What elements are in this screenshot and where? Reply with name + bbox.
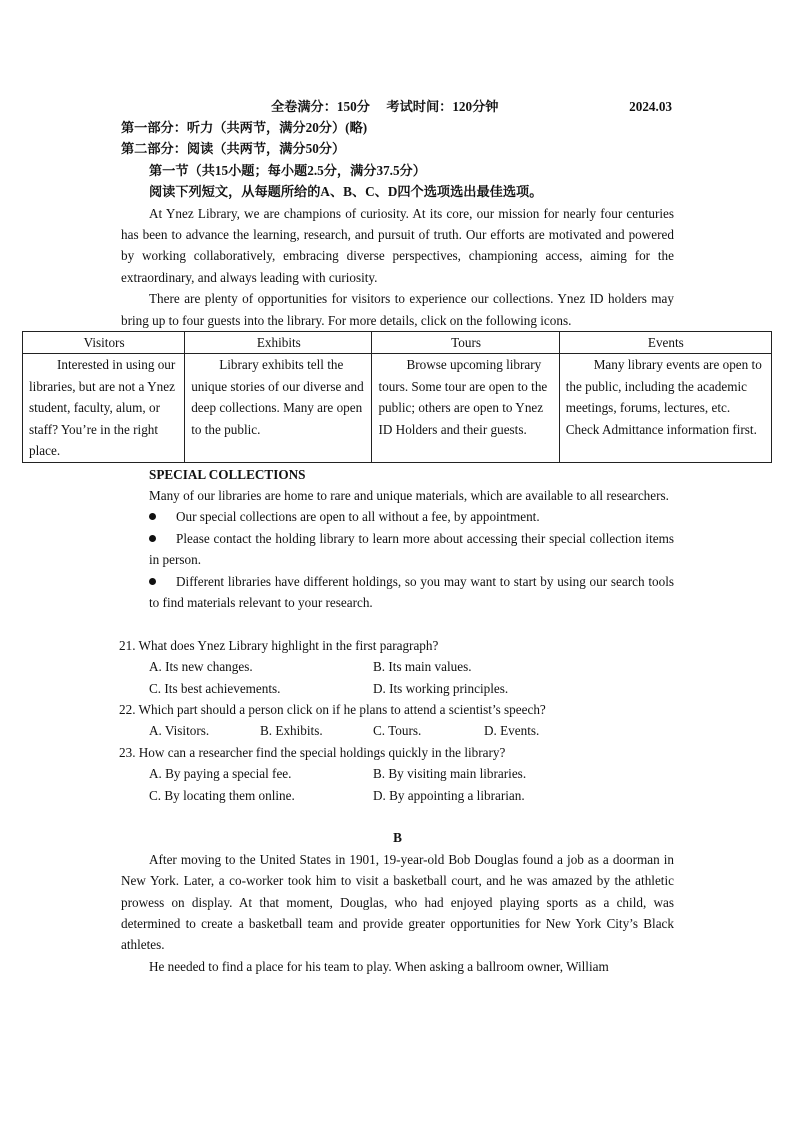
- header-exhibits[interactable]: Exhibits: [185, 332, 372, 354]
- q22-option-c[interactable]: C. Tours.: [373, 723, 422, 739]
- page-content: [29, 96, 762, 977]
- cell-visitors: Interested in using our libraries, but are not a Ynez student, faculty, alum, or staff? You’re in the right place.: [23, 354, 185, 462]
- passage-b-paragraph-2: He needed to find a place for his team to play. When asking a ballroom owner, William: [149, 958, 609, 974]
- exam-score-time: 全卷满分：150分 考试时间：120分钟: [271, 99, 499, 114]
- special-collections-title: SPECIAL COLLECTIONS: [149, 466, 306, 482]
- bullet-text-1: Our special collections are open to all without a fee, by appointment.: [176, 509, 540, 525]
- list-item: [121, 506, 674, 527]
- cell-exhibits: Library exhibits tell the unique stories of our diverse and deep collections. Many are open to the public.: [185, 354, 372, 462]
- q21-option-a[interactable]: A. Its new changes.: [149, 659, 253, 675]
- q21-option-b[interactable]: B. Its main values.: [373, 659, 472, 675]
- table-row: [23, 354, 772, 462]
- header-visitors[interactable]: Visitors: [23, 332, 185, 354]
- reading-instruction: 阅读下列短文，从每题所给的A、B、C、D四个选项选出最佳选项。: [149, 184, 543, 200]
- question-23-options-row1: [121, 763, 674, 784]
- q23-option-c[interactable]: C. By locating them online.: [149, 787, 295, 803]
- question-23-options-row2: [121, 785, 674, 806]
- table-header-row: [23, 332, 772, 354]
- bullet-dot: [149, 535, 156, 542]
- passage-a-paragraph-2: There are plenty of opportunities for visitors to experience our collections. Ynez ID holders may bring up to four guests into the library. For more details, click on the following icons.: [121, 291, 674, 328]
- library-icons-table: [22, 331, 772, 462]
- question-21-options-row2: [121, 678, 674, 699]
- passage-b-paragraph-1: After moving to the United States in 1901, 19-year-old Bob Douglas found a job as a doorman in New York. Later, a co-worker took him to visit a basketball court, and he was amazed by the athletic prowess on display. At that moment, Douglas, who had enjoyed playing sports as a child, was determined to create a basketball team and provide greater opportunities for New York City’s Black athletes.: [121, 851, 674, 953]
- bullet-text-3: Different libraries have different holdings, so you may want to start by using our search tools to find materials relevant to your research.: [149, 573, 674, 610]
- list-item: [121, 571, 674, 614]
- list-item: [121, 528, 674, 571]
- q22-option-d[interactable]: D. Events.: [484, 723, 540, 739]
- q21-option-d[interactable]: D. Its working principles.: [373, 680, 509, 696]
- passage-b-label: B: [393, 830, 402, 846]
- section1-heading: 第一节（共15小题；每小题2.5分，满分37.5分）: [149, 162, 426, 178]
- q23-option-d[interactable]: D. By appointing a librarian.: [373, 787, 525, 803]
- exam-header: [121, 96, 674, 117]
- q23-option-b[interactable]: B. By visiting main libraries.: [373, 766, 527, 782]
- q22-option-b[interactable]: B. Exhibits.: [260, 723, 323, 739]
- special-collections-intro: Many of our libraries are home to rare and unique materials, which are available to all researchers.: [149, 487, 669, 503]
- exam-date: 2024.03: [629, 99, 672, 114]
- question-22-options-row: [121, 720, 674, 741]
- header-tours[interactable]: Tours: [372, 332, 559, 354]
- part1-heading: 第一部分：听力（共两节，满分20分）(略): [121, 120, 368, 135]
- question-21-stem: 21. What does Ynez Library highlight in the first paragraph?: [119, 637, 439, 653]
- cell-tours: Browse upcoming library tours. Some tour are open to the public; others are open to Ynez ID Holders and their guests.: [372, 354, 559, 462]
- question-22-stem: 22. Which part should a person click on if he plans to attend a scientist’s speech?: [119, 701, 546, 717]
- part2-heading: 第二部分：阅读（共两节，满分50分）: [121, 141, 346, 157]
- question-23-stem: 23. How can a researcher find the special holdings quickly in the library?: [119, 744, 506, 760]
- q22-option-a[interactable]: A. Visitors.: [149, 723, 210, 739]
- bullet-text-2: Please contact the holding library to learn more about accessing their special collection items in person.: [149, 530, 674, 568]
- bullet-dot: [149, 578, 156, 585]
- header-events[interactable]: Events: [559, 332, 771, 354]
- passage-a-paragraph-1: At Ynez Library, we are champions of curiosity. At its core, our mission for nearly four centuries has been to advance the learning, research, and pursuit of truth. Our efforts are motivated and powered by working collaboratively, embracing diverse perspectives, championing access, aiming for the extraordinary, and always leading with curiosity.: [121, 205, 674, 285]
- q21-option-c[interactable]: C. Its best achievements.: [149, 680, 281, 696]
- question-21-options-row1: [121, 656, 674, 677]
- cell-events: Many library events are open to the public, including the academic meetings, forums, lectures, etc. Check Admittance information first.: [559, 354, 771, 462]
- q23-option-a[interactable]: A. By paying a special fee.: [149, 766, 292, 782]
